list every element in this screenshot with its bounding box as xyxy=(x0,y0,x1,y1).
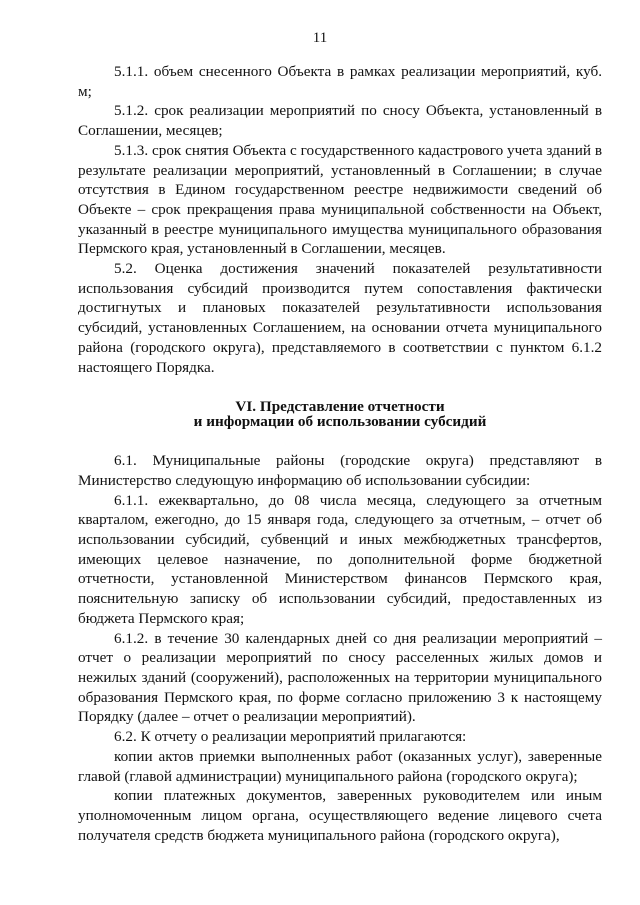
section-heading-line-2: и информации об использовании субсидий xyxy=(193,413,487,431)
paragraph-5-1-3: 5.1.3. срок снятия Объекта с государственного кадастрового учета зданий в результате реализации мероприятий, установленный в Соглашении; в случае отсутствия в Едином государственном реестре недвижимости сведений об Объекте – срок прекращения права муниципальной собственности на Объект, указанный в реестре муниципального имущества муниципального образования Пермского края, установленный в Соглашении, месяцев. xyxy=(78,141,602,258)
paragraph-payment-copies: копии платежных документов, заверенных руководителем или иным уполномоченным лицом органа, осуществляющего ведение лицевого счета получателя средств бюджета муниципального района (городского округа), xyxy=(78,787,602,844)
paragraph-6-2: 6.2. К отчету о реализации мероприятий прилагаются: xyxy=(114,728,467,746)
paragraph-6-1-1: 6.1.1. ежеквартально, до 08 числа месяца, следующего за отчетным кварталом, ежегодно, до 15 января года, следующего за отчетным, – отчет об использовании субсидий, субвенций и иных межбюджетных трансфертов, имеющих целевое назначение, по дополнительной форме бюджетной отчетности, установленной Министерством финансов Пермского края, пояснительную записку об использовании субсидий, предоставленных из бюджета Пермского края; xyxy=(78,491,602,627)
paragraph-6-1-2: 6.1.2. в течение 30 календарных дней со дня реализации мероприятий – отчет о реализации мероприятий по сносу расселенных жилых домов и нежилых зданий (сооружений), расположенных на территории муниципального образования Пермского края, по форме согласно приложению 3 к настоящему Порядку (далее – отчет о реализации мероприятий). xyxy=(78,629,602,726)
paragraph-5-2: 5.2. Оценка достижения значений показателей результативности использования субсидий производится путем сопоставления фактически достигнутых и плановых показателей результативности использования субсидий, установленных Соглашением, на основании отчета муниципального района (городского округа), представляемого в соответствии с пунктом 6.1.2 настоящего Порядка. xyxy=(78,260,602,376)
paragraph-5-1-1: 5.1.1. объем снесенного Объекта в рамках реализации мероприятий, куб. м; xyxy=(78,63,602,100)
paragraph-5-1-2: 5.1.2. срок реализации мероприятий по сносу Объекта, установленный в Соглашении, месяцев; xyxy=(78,102,602,140)
page-number: 11 xyxy=(312,30,328,46)
paragraph-6-1: 6.1. Муниципальные районы (городские округа) представляют в Министерство следующую информацию об использовании субсидии: xyxy=(78,452,602,489)
section-heading xyxy=(78,399,602,429)
section-heading-line-1: VI. Представление отчетности xyxy=(235,398,445,416)
document-body xyxy=(78,62,602,845)
paragraph-acts-copies: копии актов приемки выполненных работ (оказанных услуг), заверенные главой (главой администрации) муниципального района (городского округа); xyxy=(78,747,602,785)
